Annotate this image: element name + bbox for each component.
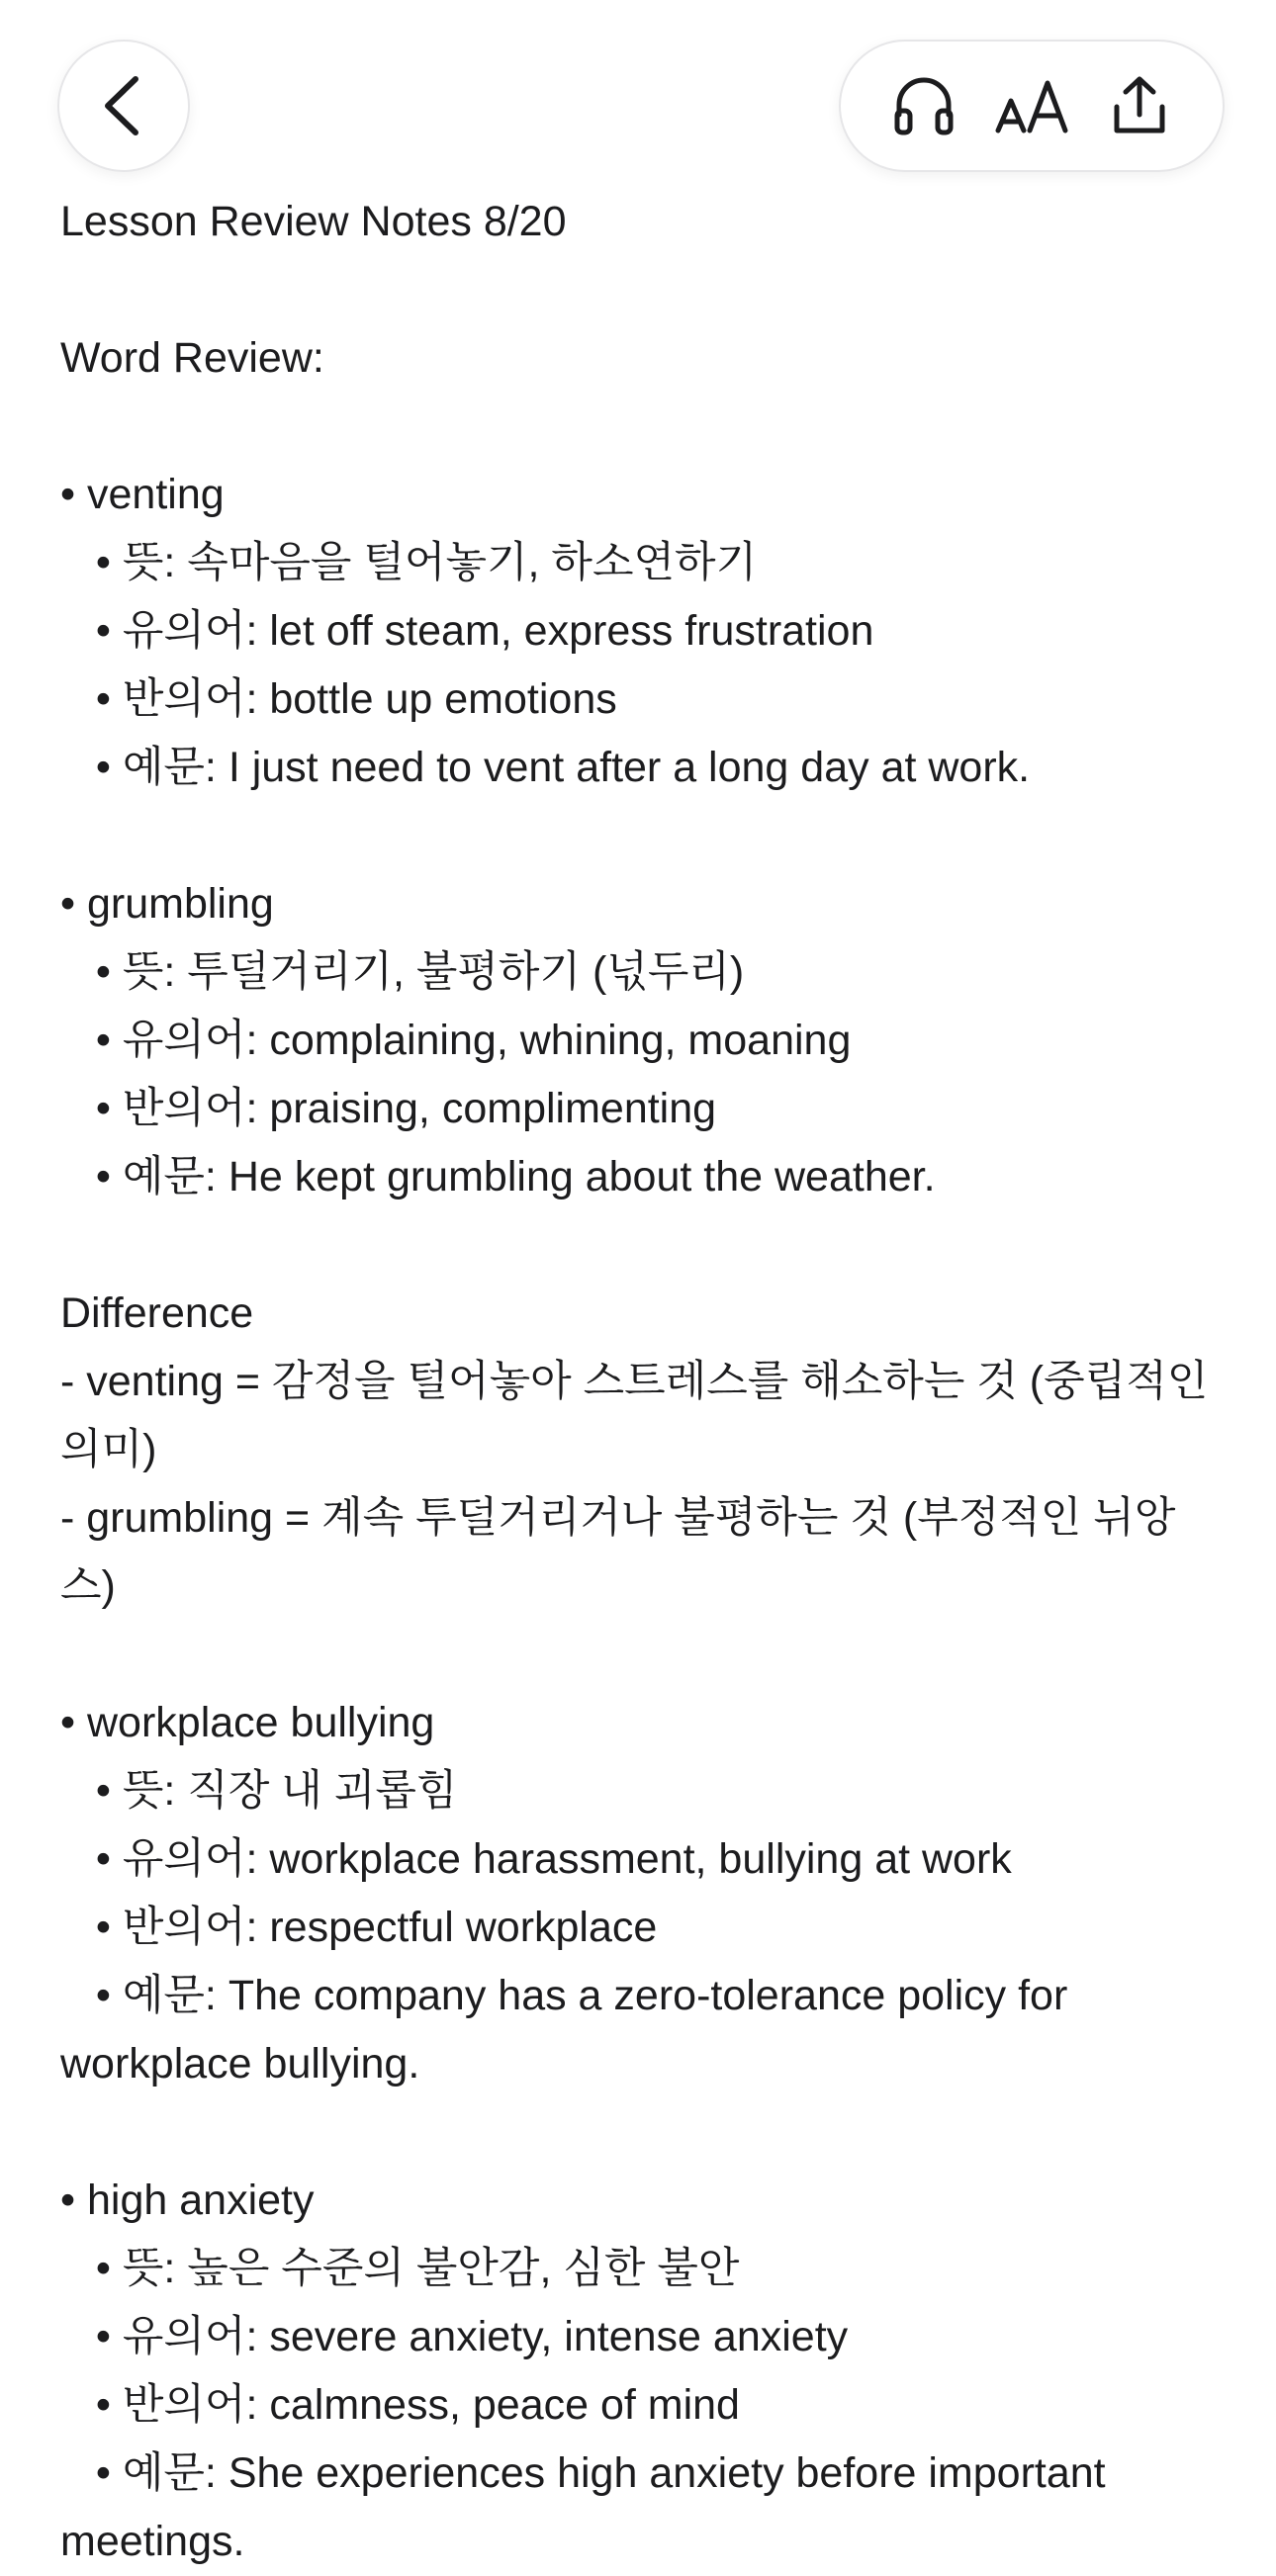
- chevron-left-icon: [94, 71, 153, 140]
- word-meaning: • 뜻: 투덜거리기, 불평하기 (넋두리): [60, 948, 745, 996]
- note-title: Lesson Review Notes 8/20: [60, 198, 567, 245]
- word-synonym: • 유의어: workplace harassment, bullying at work: [60, 1835, 1012, 1883]
- word-meaning: • 뜻: 속마음을 털어놓기, 하소연하기: [60, 539, 758, 586]
- word-example-continued: workplace bullying.: [60, 2040, 420, 2087]
- difference-line: - venting = 감정을 털어놓아 스트레스를 해소하는 것 (중립적인: [60, 1358, 1209, 1405]
- word-term: • venting: [60, 471, 225, 518]
- word-term: • grumbling: [60, 880, 274, 928]
- word-example: • 예문: He kept grumbling about the weather.: [60, 1153, 936, 1200]
- word-example: • 예문: She experiences high anxiety before important: [60, 2449, 1106, 2497]
- word-synonym: • 유의어: let off steam, express frustration: [60, 607, 874, 655]
- word-antonym: • 반의어: calmness, peace of mind: [60, 2381, 740, 2429]
- text-size-icon: [992, 71, 1071, 140]
- share-button[interactable]: [1095, 61, 1184, 150]
- word-antonym: • 반의어: bottle up emotions: [60, 675, 617, 723]
- headphones-icon: [889, 71, 958, 140]
- reader-toolbar: [839, 40, 1225, 172]
- section-heading: Word Review:: [60, 334, 324, 382]
- note-body[interactable]: [60, 188, 1228, 2576]
- word-synonym: • 유의어: severe anxiety, intense anxiety: [60, 2313, 849, 2360]
- word-antonym: • 반의어: praising, complimenting: [60, 1085, 717, 1132]
- word-example-continued: meetings.: [60, 2518, 245, 2565]
- word-antonym: • 반의어: respectful workplace: [60, 1904, 658, 1951]
- word-example: • 예문: I just need to vent after a long day at work.: [60, 744, 1031, 791]
- back-button[interactable]: [57, 40, 190, 172]
- difference-line-continued: 의미): [60, 1426, 157, 1473]
- word-term: • workplace bullying: [60, 1699, 435, 1746]
- word-synonym: • 유의어: complaining, whining, moaning: [60, 1017, 852, 1064]
- difference-line: - grumbling = 계속 투덜거리거나 불평하는 것 (부정적인 뉘앙스): [60, 1494, 1176, 1610]
- word-term: • high anxiety: [60, 2176, 315, 2224]
- word-meaning: • 뜻: 높은 수준의 불안감, 심한 불안: [60, 2245, 740, 2292]
- word-meaning: • 뜻: 직장 내 괴롭힘: [60, 1767, 458, 1815]
- text-size-button[interactable]: [987, 61, 1076, 150]
- difference-heading: Difference: [60, 1289, 254, 1337]
- share-icon: [1105, 71, 1174, 140]
- listen-button[interactable]: [879, 61, 968, 150]
- word-example: • 예문: The company has a zero-tolerance policy for: [60, 1972, 1068, 2019]
